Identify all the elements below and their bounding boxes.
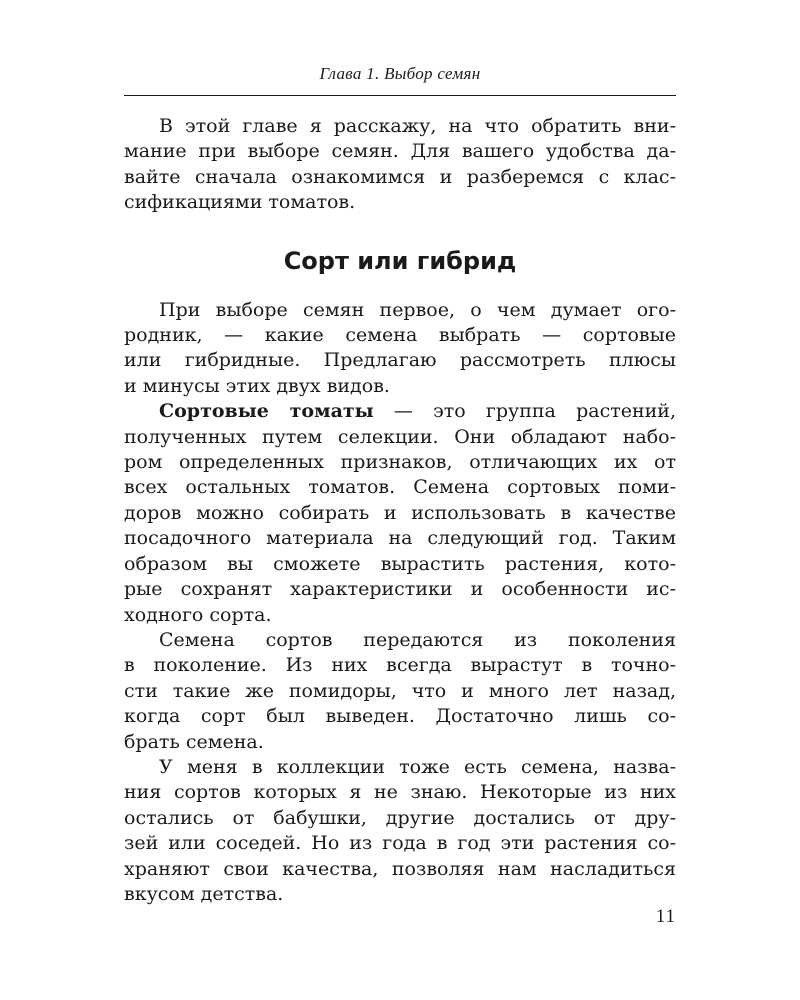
text-line: сти такие же помидоры, что и много лет назад, <box>124 679 676 702</box>
text-line: ходного сорта. <box>124 603 272 626</box>
text-line: родник, — какие семена выбрать — сортовые <box>124 324 676 347</box>
text-line: и минусы этих двух видов. <box>124 374 390 397</box>
text-line: У меня в коллекции тоже есть семена, назва- <box>159 755 676 778</box>
text-line: ния сортов которых я не знаю. Некоторые из них <box>124 781 676 804</box>
text-line: Семена сортов передаются из поколения <box>159 628 676 651</box>
text-line: зей или соседей. Но из года в год эти растения со- <box>124 832 676 855</box>
paragraph-generations <box>124 628 676 755</box>
text-line: всех остальных томатов. Семена сортовых поми- <box>124 476 676 499</box>
paragraph-choice <box>124 298 676 400</box>
text-line: вайте сначала ознакомимся и разберемся с клас- <box>124 165 676 188</box>
text-line: При выборе семян первое, о чем думает ого- <box>159 298 676 321</box>
text-line: остались от бабушки, другие достались от дру- <box>124 806 676 829</box>
text-line <box>124 399 676 424</box>
page-content <box>124 114 676 907</box>
running-head: Глава 1. Выбор семян <box>319 64 481 83</box>
paragraph-collection <box>124 755 676 907</box>
text-line: мание при выборе семян. Для вашего удобства да- <box>124 140 676 163</box>
text-line: рые сохранят характеристики и особенности ис- <box>124 578 676 601</box>
text-line: полученных путем селекции. Они обладают набо- <box>124 425 676 448</box>
page-number: 11 <box>655 906 676 927</box>
intro-paragraph <box>124 114 676 216</box>
text-line: В этой главе я расскажу, на что обратить вни- <box>159 115 676 137</box>
text-line: посадочного материала на следующий год. Таким <box>124 527 676 550</box>
header-divider <box>124 95 676 96</box>
text-line: или гибридные. Предлагаю рассмотреть плюсы <box>124 349 676 372</box>
text-line: доров можно собирать и использовать в качестве <box>124 501 676 524</box>
term-definition-start: — это группа растений, <box>373 400 677 423</box>
section-heading: Сорт или гибрид <box>283 246 517 275</box>
text-line: вкусом детства. <box>124 882 284 905</box>
text-line: в поколение. Из них всегда вырастут в точно- <box>124 654 676 677</box>
text-line: когда сорт был выведен. Достаточно лишь со- <box>124 705 676 728</box>
text-line: образом вы сможете вырастить растения, кото- <box>124 552 676 575</box>
paragraph-varietal-tomatoes <box>124 399 676 628</box>
text-line: храняют свои качества, позволяя нам насладиться <box>124 857 676 880</box>
bold-term: Сортовые томаты <box>159 400 374 423</box>
text-line: сификациями томатов. <box>124 191 356 214</box>
text-line: брать семена. <box>124 730 264 753</box>
text-line: ром определенных признаков, отличающих их от <box>124 451 676 474</box>
